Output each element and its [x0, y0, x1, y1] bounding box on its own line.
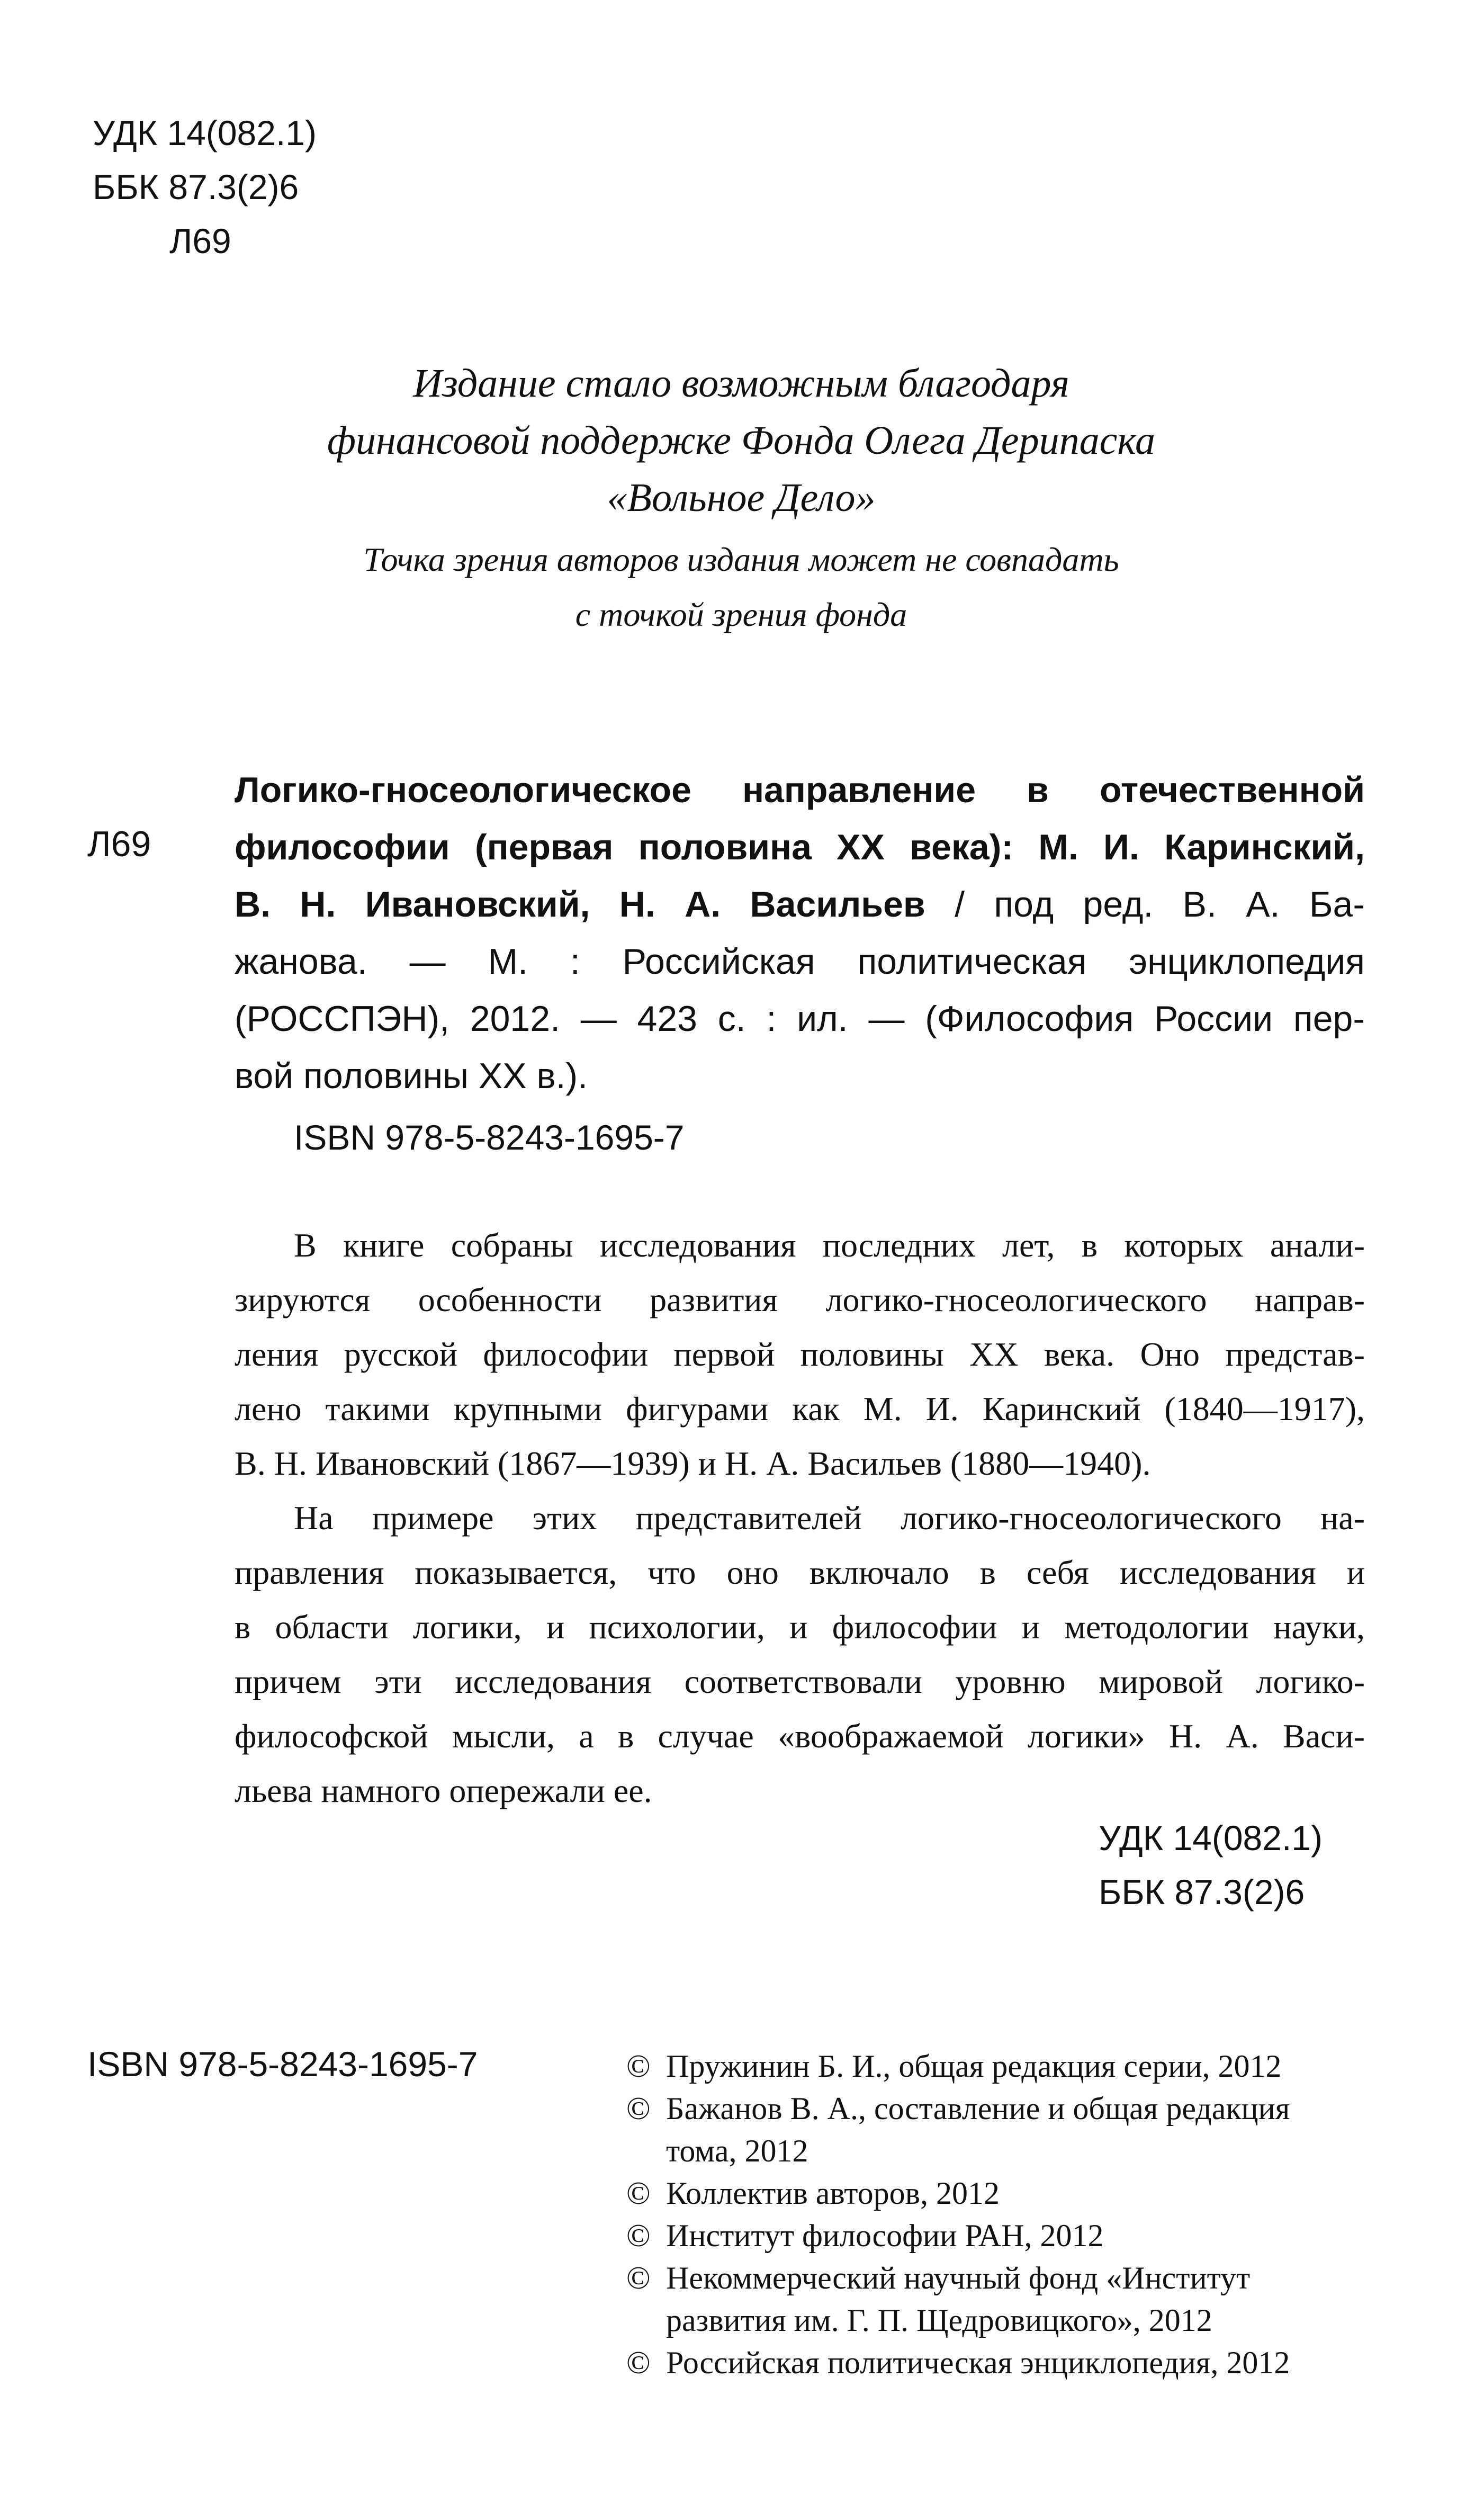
isbn-number-bottom: ISBN 978-5-8243-1695-7: [87, 2044, 478, 2084]
biblio-editor-text: / под ред. В. А. Ба-: [925, 884, 1365, 925]
udk-code: УДК 14(082.1): [93, 113, 317, 152]
classification-block-bottom: [1099, 1811, 1323, 1919]
copyright-icon: ©: [626, 2345, 651, 2380]
abstract-line: зируются особенности развития логико-гносеологического направ-: [235, 1281, 1365, 1318]
side-author-mark: Л69: [87, 824, 151, 864]
copyright-item: [626, 2172, 1368, 2214]
biblio-line: (РОССПЭН), 2012. — 423 с. : ил. — (Философия России пер-: [235, 999, 1365, 1039]
copyright-text: Коллектив авторов, 2012: [666, 2176, 1000, 2211]
copyright-text: Некоммерческий научный фонд «Институт развития им. Г. П. Щедровицкого», 2012: [666, 2260, 1251, 2338]
abstract-line: льева намного опережали ее.: [235, 1772, 652, 1809]
abstract-line: причем эти исследования соответствовали уровню мировой логико-: [235, 1663, 1365, 1700]
biblio-title-text: философии (первая половина XX века): М. И. Каринский,: [235, 827, 1365, 867]
sponsor-line: Издание стало возможным благодаря: [413, 361, 1069, 406]
isbn-number: ISBN 978-5-8243-1695-7: [294, 1118, 685, 1157]
biblio-line: [235, 761, 1365, 819]
abstract-line: В. Н. Ивановский (1867—1939) и Н. А. Васильев (1880—1940).: [235, 1445, 1151, 1482]
copyright-text: Институт философии РАН, 2012: [666, 2218, 1104, 2253]
sponsor-note: [159, 355, 1324, 526]
udk-code: УДК 14(082.1): [1099, 1818, 1323, 1858]
copyright-icon: ©: [626, 2176, 651, 2211]
biblio-line: [235, 819, 1365, 876]
copyright-icon: ©: [626, 2260, 651, 2295]
classification-block-top: [93, 106, 317, 268]
bbk-code: ББК 87.3(2)6: [93, 167, 299, 207]
abstract-line: ления русской философии первой половины XX века. Оно представ-: [235, 1335, 1365, 1373]
abstract-line: В книге собраны исследования последних лет, в которых анали-: [294, 1226, 1365, 1264]
abstract-line: На примере этих представителей логико-гносеологического на-: [294, 1499, 1365, 1537]
abstract: [235, 1218, 1365, 1818]
abstract-line: лено такими крупными фигурами как М. И. Каринский (1840—1917),: [235, 1390, 1365, 1428]
copyright-item: [626, 2257, 1368, 2341]
biblio-title-text: Логико-гносеологическое направление в отечественной: [235, 770, 1365, 810]
biblio-line: [235, 876, 1365, 933]
copyright-item: [626, 2341, 1368, 2384]
copyright-icon: ©: [626, 2091, 651, 2126]
bbk-code: ББК 87.3(2)6: [1099, 1872, 1305, 1912]
biblio-line: вой половины XX в.).: [235, 1056, 588, 1096]
copyright-text: Российская политическая энциклопедия, 2012: [666, 2345, 1290, 2380]
biblio-authors-text: В. Н. Ивановский, Н. А. Васильев: [235, 884, 925, 925]
copyright-text: Бажанов В. А., составление и общая редакция тома, 2012: [666, 2091, 1290, 2168]
bibliographic-record: [235, 761, 1365, 1105]
copyright-item: [626, 2045, 1368, 2087]
author-mark-code: Л69: [169, 221, 231, 261]
copyright-list: [626, 2045, 1368, 2384]
copyright-icon: ©: [626, 2049, 651, 2084]
disclaimer-line: с точкой зрения фонда: [575, 596, 907, 633]
copyright-item: [626, 2087, 1368, 2172]
sponsor-line: финансовой поддержке Фонда Олега Дерипаска: [327, 418, 1155, 463]
copyright-text: Пружинин Б. И., общая редакция серии, 2012: [666, 2049, 1282, 2084]
disclaimer-note: [159, 532, 1324, 642]
biblio-line: жанова. — М. : Российская политическая энциклопедия: [235, 941, 1365, 982]
copyright-icon: ©: [626, 2218, 651, 2253]
abstract-line: правления показывается, что оно включало в себя исследования и: [235, 1554, 1365, 1591]
copyright-item: [626, 2214, 1368, 2257]
sponsor-line: «Вольное Дело»: [607, 476, 876, 520]
abstract-line: философской мысли, а в случае «воображаемой логики» Н. А. Васи-: [235, 1717, 1365, 1755]
abstract-line: в области логики, и психологии, и философии и методологии науки,: [235, 1608, 1365, 1646]
disclaimer-line: Точка зрения авторов издания может не совпадать: [363, 541, 1119, 578]
